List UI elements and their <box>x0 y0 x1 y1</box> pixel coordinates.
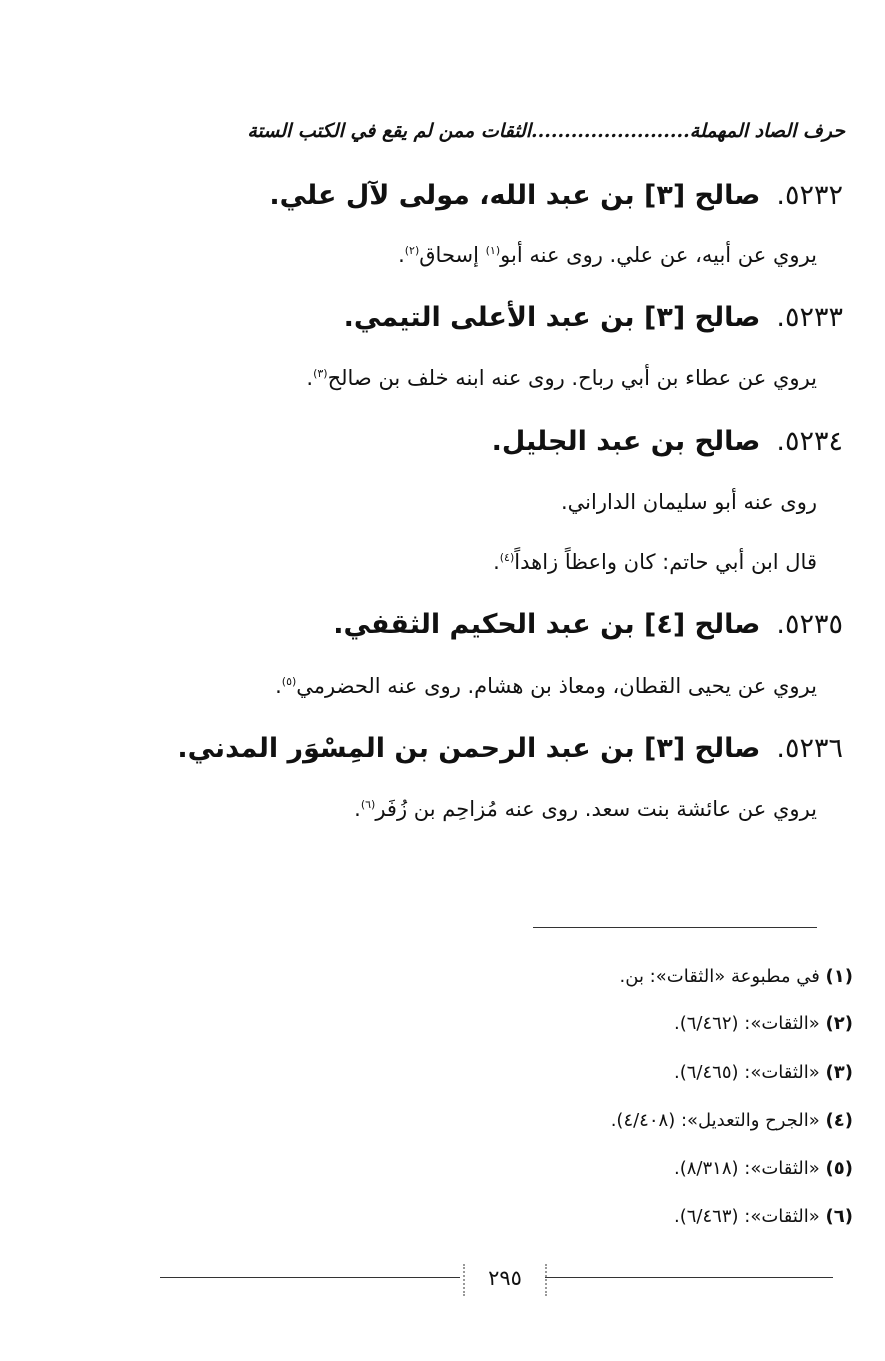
entry-title <box>492 426 843 457</box>
footnote-text: في مطبوعة «الثقات»: بن. <box>619 966 826 987</box>
footnote <box>674 1013 853 1034</box>
footnote-text: «الثقات»: (٨/٣١٨). <box>674 1158 826 1179</box>
footnote-ref[interactable]: (٦) <box>360 798 376 811</box>
footnote <box>674 1158 853 1179</box>
footnote-separator <box>533 927 817 928</box>
page-number: ٢٩٥ <box>463 1264 547 1296</box>
footnote <box>674 1062 853 1083</box>
entry-title <box>269 180 843 211</box>
entry-number: ٥٢٣٤. <box>776 426 843 457</box>
footnote <box>611 1110 853 1131</box>
bottom-rule-right <box>545 1277 833 1278</box>
footnote-ref[interactable]: (١) <box>485 244 501 257</box>
line-text: يروي عن يحيى القطان، ومعاذ بن هشام. روى عنه الحضرمي <box>296 674 817 698</box>
entry-name: صالح [٣] بن عبد الرحمن بن المِسْوَر المدني. <box>177 733 761 764</box>
line-end: . <box>275 674 282 698</box>
entry-name: صالح [٣] بن عبد الأعلى التيمي. <box>343 302 761 333</box>
line-text: يروي عن عطاء بن أبي رباح. روى عنه ابنه خلف بن صالح <box>327 366 817 390</box>
footnote-number: (٣) <box>825 1062 853 1083</box>
entry-number: ٥٢٣٥. <box>776 609 843 640</box>
bottom-rule-left <box>160 1277 460 1278</box>
entry-name: صالح بن عبد الجليل. <box>491 426 761 457</box>
line-text: يروي عن أبيه، عن علي. روى عنه أبو <box>500 243 817 267</box>
entry-line <box>398 243 817 267</box>
line-text: إسحاق <box>419 243 486 267</box>
entry-number: ٥٢٣٢. <box>776 180 843 211</box>
line-text: يروي عن عائشة بنت سعد. روى عنه مُزاحِم بن زُفَر <box>375 797 817 821</box>
footnote-number: (٤) <box>825 1110 853 1131</box>
line-end: . <box>493 550 500 574</box>
footnote-text: «الجرح والتعديل»: (٤/٤٠٨). <box>610 1110 826 1131</box>
footnote <box>674 1206 853 1227</box>
entry-line <box>493 550 817 574</box>
running-header <box>180 120 845 142</box>
footnote-ref[interactable]: (٣) <box>313 367 328 380</box>
entry-number: ٥٢٣٦. <box>776 733 843 764</box>
entry-number: ٥٢٣٣. <box>776 302 843 333</box>
footnote-number: (٢) <box>825 1013 853 1034</box>
footnote-ref[interactable]: (٤) <box>499 551 515 564</box>
entry-line <box>561 490 817 514</box>
line-text: قال ابن أبي حاتم: كان واعظاً زاهداً <box>514 550 817 574</box>
entry-line <box>306 366 817 390</box>
line-end: . <box>306 366 314 390</box>
footnote-text: «الثقات»: (٦/٤٦٣). <box>674 1206 826 1227</box>
line-end: . <box>354 797 361 821</box>
header-chapter: حرف الصاد المهملة <box>689 120 845 142</box>
footnote-number: (٥) <box>825 1158 853 1179</box>
header-dots: ........................ <box>531 120 690 142</box>
entry-title <box>344 302 843 333</box>
footnote-text: «الثقات»: (٦/٤٦٥). <box>674 1062 826 1083</box>
footnote <box>620 966 853 987</box>
entry-title <box>333 609 843 640</box>
footnote-number: (١) <box>825 966 853 987</box>
footnote-number: (٦) <box>825 1206 853 1227</box>
line-end: . <box>398 243 405 267</box>
entry-title <box>177 733 843 764</box>
header-book-title: الثقات ممن لم يقع في الكتب الستة <box>247 120 531 142</box>
footnote-ref[interactable]: (٥) <box>281 675 297 688</box>
entry-name: صالح [٤] بن عبد الحكيم الثقفي. <box>333 609 761 640</box>
entry-line <box>354 797 817 821</box>
footnote-ref[interactable]: (٢) <box>404 244 420 257</box>
footnote-text: «الثقات»: (٦/٤٦٢). <box>674 1013 826 1034</box>
line-text: روى عنه أبو سليمان الداراني. <box>560 490 817 514</box>
entry-line <box>275 674 817 698</box>
entry-name: صالح [٣] بن عبد الله، مولى لآل علي. <box>269 180 761 211</box>
